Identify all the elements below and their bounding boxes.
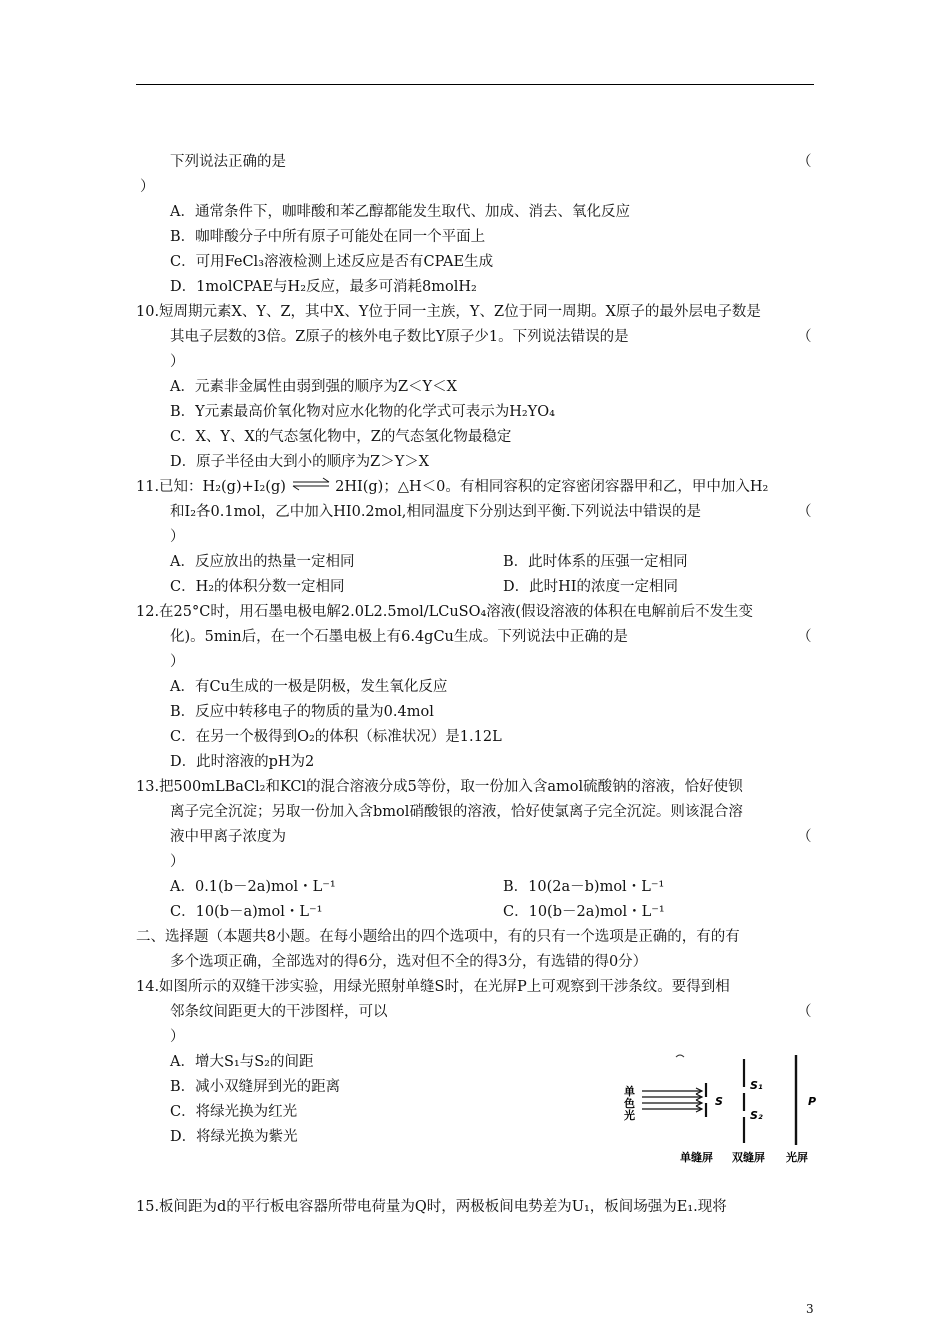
screen-p-label: P: [808, 1095, 817, 1108]
q12-option-c: C．在另一个极得到O₂的体积（标准状况）是1.12L: [170, 729, 502, 745]
q12-line2: 化)。5min后，在一个石墨电极上有6.4gCu生成。下列说法中正确的是: [170, 629, 628, 645]
q13-option-d: C．10(b－2a)mol・L⁻¹: [503, 904, 665, 920]
q10-line2: 其电子层数的3倍。Z原子的核外电子数比Y原子少1。下列说法错误的是: [170, 329, 629, 345]
q10-option-b: B．Y元素最高价氧化物对应水化物的化学式可表示为H₂YO₄: [170, 404, 555, 420]
q13-line2: 离子完全沉淀；另取一份加入含bmol硝酸银的溶液，恰好使氯离子完全沉淀。则该混合溶: [170, 804, 743, 820]
header-rule: [136, 84, 814, 85]
q13-paren-open: （: [797, 829, 812, 845]
q9-option-c: C．可用FeCl₃溶液检测上述反应是否有CPAE生成: [170, 254, 494, 270]
q10-option-d: D．原子半径由大到小的顺序为Z＞Y＞X: [170, 454, 430, 470]
section2-line2: 多个选项正确，全部选对的得6分，选对但不全的得3分，有选错的得0分）: [170, 954, 648, 970]
q12-option-b: B．反应中转移电子的物质的量为0.4mol: [170, 704, 434, 720]
q14-option-c: C．将绿光换为红光: [170, 1104, 298, 1120]
q11-line2: 和I₂各0.1mol，乙中加入HI0.2mol,相同温度下分别达到平衡.下列说法中错误的是: [170, 504, 701, 520]
q15-line1: 15.板间距为d的平行板电容器所带电荷量为Q时，两极板间电势差为U₁，板间场强为E₁.现将: [136, 1199, 727, 1215]
q13-option-c: C．10(b－a)mol・L⁻¹: [170, 904, 323, 920]
q14-option-b: B．减小双缝屏到光的距离: [170, 1079, 341, 1095]
q11-paren-open: （: [797, 504, 812, 520]
q13-line3: 液中甲离子浓度为: [170, 829, 286, 845]
q13-option-b: B．10(2a－b)mol・L⁻¹: [503, 879, 665, 895]
slit-s-label: S: [715, 1095, 723, 1108]
q14-paren-open: （: [797, 1004, 812, 1020]
q13-line1: 13.把500mLBaCl₂和KCl的混合溶液分成5等份，取一份加入含amol硫酸钠的溶液，恰好使钡: [136, 779, 743, 795]
stray-mark: [676, 1055, 684, 1057]
q14-option-d: D．将绿光换为紫光: [170, 1129, 298, 1145]
source-label-1: 单: [624, 1085, 635, 1098]
double-slit-screen-label: 双缝屏: [732, 1151, 765, 1164]
q14-line1: 14.如图所示的双缝干涉实验，用绿光照射单缝S时，在光屏P上可观察到干涉条纹。要得到相: [136, 979, 730, 995]
slit-s1-label: S₁: [750, 1079, 763, 1092]
q14-paren-close: ）: [170, 1029, 185, 1045]
section2-line1: 二、选择题（本题共8小题。在每小题给出的四个选项中，有的只有一个选项是正确的，有的有: [136, 929, 740, 945]
q12-option-d: D．此时溶液的pH为2: [170, 754, 315, 770]
q12-paren-close: ）: [170, 654, 185, 670]
q11-option-c: C．H₂的体积分数一定相同: [170, 579, 345, 595]
q14-line2: 邻条纹间距更大的干涉图样，可以: [170, 1004, 388, 1020]
double-slit-diagram: [614, 1047, 824, 1167]
q10-option-a: A．元素非金属性由弱到强的顺序为Z＜Y＜X: [170, 379, 457, 395]
q10-paren-open: （: [797, 329, 812, 345]
q13-option-a: A．0.1(b－2a)mol・L⁻¹: [170, 879, 336, 895]
source-label-2: 色: [624, 1097, 635, 1110]
q11-line1: [136, 477, 768, 497]
light-rays: [642, 1088, 702, 1112]
equilibrium-arrow-icon: [291, 477, 331, 491]
slit-s2-label: S₂: [750, 1109, 763, 1122]
q11-option-b: B．此时体系的压强一定相同: [503, 554, 688, 570]
q9-paren-close: ）: [140, 179, 155, 195]
source-label-3: 光: [624, 1109, 635, 1122]
q13-paren-close: ）: [170, 854, 185, 870]
q10-line1: 10.短周期元素X、Y、Z，其中X、Y位于同一主族，Y、Z位于同一周期。X原子的最外层电子数是: [136, 304, 761, 320]
single-slit-screen-label: 单缝屏: [680, 1151, 713, 1164]
q9-stem: 下列说法正确的是: [170, 154, 286, 170]
q11-option-a: A．反应放出的热量一定相同: [170, 554, 355, 570]
q12-option-a: A．有Cu生成的一极是阴极，发生氧化反应: [170, 679, 448, 695]
q9-option-a: A．通常条件下，咖啡酸和苯乙醇都能发生取代、加成、消去、氧化反应: [170, 204, 630, 220]
q9-option-d: D．1molCPAE与H₂反应，最多可消耗8molH₂: [170, 279, 477, 295]
q11-paren-close: ）: [170, 529, 185, 545]
q10-option-c: C．X、Y、X的气态氢化物中，Z的气态氢化物最稳定: [170, 429, 512, 445]
q12-paren-open: （: [797, 629, 812, 645]
q11-line1-left: 11.已知：H₂(g)+I₂(g): [136, 479, 286, 495]
q9-paren-open: （: [797, 154, 812, 170]
light-screen-label: 光屏: [786, 1151, 808, 1164]
q12-line1: 12.在25°C时，用石墨电极电解2.0L2.5mol/LCuSO₄溶液(假设溶液的体积在电解前后不发生变: [136, 604, 753, 620]
q9-option-b: B．咖啡酸分子中所有原子可能处在同一个平面上: [170, 229, 486, 245]
q11-option-d: D．此时HI的浓度一定相同: [503, 579, 678, 595]
q11-line1-right: 2HI(g)；△H＜0。有相同容积的定容密闭容器甲和乙，甲中加入H₂: [335, 479, 769, 495]
q10-paren-close: ）: [170, 354, 185, 370]
page-number: 3: [806, 1302, 814, 1316]
q14-option-a: A．增大S₁与S₂的间距: [170, 1054, 314, 1070]
